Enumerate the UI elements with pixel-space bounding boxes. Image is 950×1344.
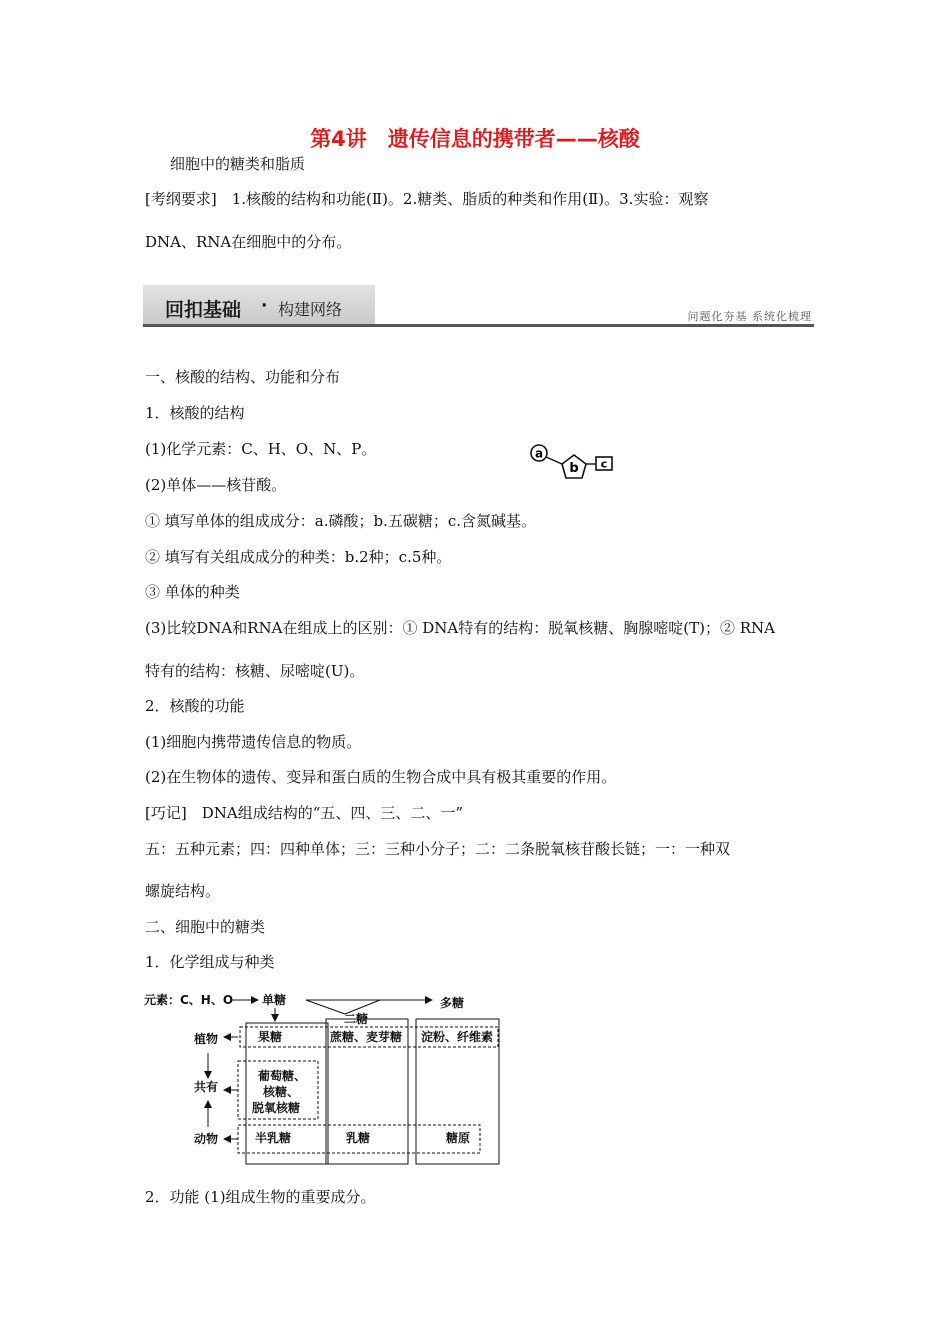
animal-label: 动物	[194, 1132, 219, 1146]
page-title: 第4讲 遗传信息的携带者——核酸	[310, 127, 640, 151]
glucose-label: 葡萄糖、	[258, 1069, 307, 1083]
label-c: c	[600, 457, 608, 471]
banner-secondary-text: 构建网络	[278, 300, 343, 319]
page-subtitle: 细胞中的糖类和脂质	[170, 155, 306, 173]
glycogen-label: 糖原	[446, 1131, 471, 1145]
component-kinds: ② 填写有关组成成分的种类：b.2种；c.5种。	[145, 548, 452, 566]
memory-tip-line-2: 螺旋结构。	[145, 882, 221, 900]
poly-label: 多糖	[440, 996, 465, 1010]
section-1-heading: 一、核酸的结构、功能和分布	[145, 368, 341, 386]
arrow-mono-di-a	[306, 1000, 345, 1014]
label-b: b	[569, 461, 579, 476]
banner-main-text: 回扣基础	[165, 299, 242, 321]
plant-label: 植物	[194, 1032, 219, 1046]
lactose-label: 乳糖	[346, 1131, 371, 1145]
mono-label: 单糖	[262, 993, 287, 1007]
section-banner	[143, 285, 814, 327]
chemical-elements: (1)化学元素：C、H、O、N、P。	[145, 440, 377, 458]
function-1: (1)细胞内携带遗传信息的物质。	[145, 733, 362, 751]
di-label: 二糖	[344, 1012, 369, 1026]
composition-heading: 1．化学组成与种类	[145, 953, 275, 971]
banner-slogan: 问题化夯基 系统化梳理	[687, 310, 812, 323]
bond-a-b	[546, 457, 562, 464]
requirements-line-2: DNA、RNA在细胞中的分布。	[145, 233, 352, 251]
function-2: (2)在生物体的遗传、变异和蛋白质的生物合成中具有极其重要的作用。	[145, 768, 617, 786]
sucrose-maltose-label: 蔗糖、麦芽糖	[330, 1030, 403, 1044]
function-heading: 2．功能 (1)组成生物的重要成分。	[145, 1188, 376, 1206]
monomer-line: (2)单体——核苷酸。	[145, 476, 287, 494]
dna-rna-compare-line-1: (3)比较DNA和RNA在组成上的区别：① DNA特有的结构：脱氧核糖、胸腺嘧啶(T)；② RNA	[145, 619, 775, 637]
sugar-classification-diagram	[140, 985, 510, 1170]
elements-label: 元素：C、H、O	[144, 993, 234, 1007]
monomer-components: ① 填写单体的组成成分：a.磷酸；b.五碳糖；c.含氮碱基。	[145, 512, 537, 530]
nucleotide-diagram	[528, 442, 618, 484]
deoxyribose-label: 脱氧核糖	[252, 1101, 301, 1115]
fructose-label: 果糖	[258, 1030, 283, 1044]
nucleic-function-heading: 2．核酸的功能	[145, 697, 245, 715]
nucleic-structure-heading: 1．核酸的结构	[145, 404, 245, 422]
ribose-label: 核糖、	[263, 1085, 300, 1099]
memory-tip-line-1: 五：五种元素；四：四种单体；三：三种小分子；二：二条脱氧核苷酸长链；一：一种双	[145, 840, 731, 858]
starch-cellulose-label: 淀粉、纤维素	[421, 1030, 494, 1044]
common-label: 共有	[194, 1080, 219, 1094]
banner-underline	[143, 324, 814, 327]
dna-rna-compare-line-2: 特有的结构：核糖、尿嘧啶(U)。	[145, 662, 365, 680]
monomer-types: ③ 单体的种类	[145, 583, 240, 601]
memory-tip-title: [巧记] DNA组成结构的“五、四、三、二、一”	[145, 804, 464, 822]
section-2-heading: 二、细胞中的糖类	[145, 918, 266, 936]
label-a: a	[534, 446, 544, 461]
galactose-label: 半乳糖	[255, 1131, 292, 1145]
banner-dot: ·	[261, 296, 268, 316]
requirements-line-1: [考纲要求] 1.核酸的结构和功能(Ⅱ)。2.糖类、脂质的种类和作用(Ⅱ)。3.实验：观察	[145, 190, 709, 208]
